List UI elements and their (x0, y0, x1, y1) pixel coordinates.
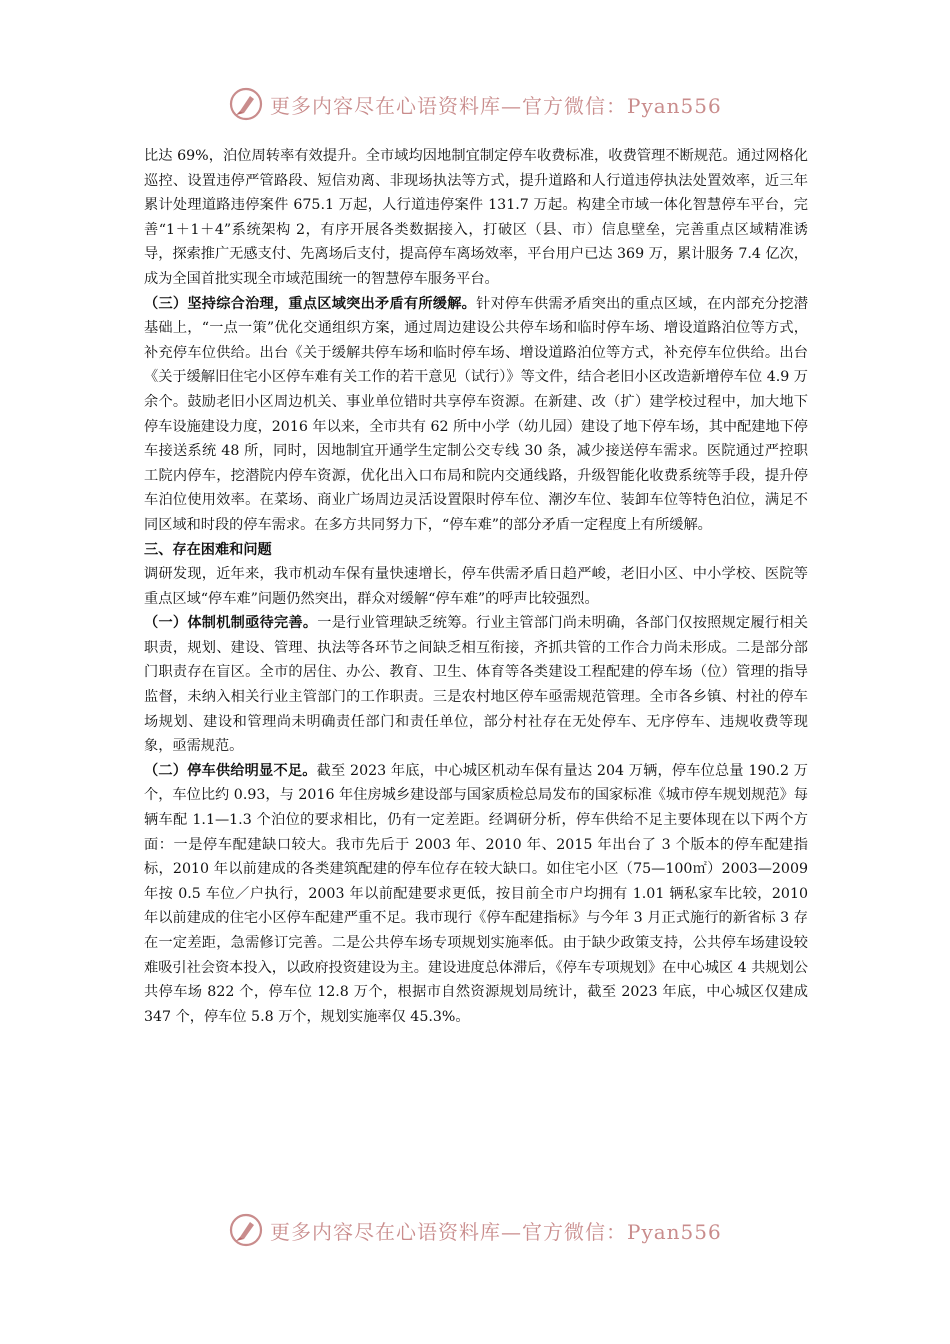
paragraph-smart-parking: 比达 69%，泊位周转率有效提升。全市域均因地制宜制定停车收费标准，收费管理不断规范。通过网格化巡控、设置违停严管路段、短信劝离、非现场执法等方式，提升道路和人行道违停执法处置效率，近三年累计处理道路违停案件 675.1 万起，人行道违停案件 131.7 万起。构建全市域一体化智慧停车平台，完善“1＋1＋4”系统架构 2，有序开展各类数据接入，打破区（县、市）信息壁垒，完善重点区域精准诱导，探索推广无感支付、先离场后支付，提高停车离场效率，平台用户已达 369 万，累计服务 7.4 亿次，成为全国首批实现全市域范围统一的智慧停车服务平台。 (144, 148, 808, 287)
header-banner-text: 更多内容尽在心语资料库—官方微信：Pyan556 (270, 93, 722, 118)
pen-nib-logo-icon (228, 1212, 264, 1248)
pen-nib-logo-icon (228, 86, 264, 122)
section-heading-problems: 三、存在困难和问题 (144, 541, 272, 558)
document-body (144, 144, 808, 1029)
section-heading-parking-supply: （二）停车供给明显不足。 (144, 762, 317, 779)
footer-banner-text: 更多内容尽在心语资料库—官方微信：Pyan556 (270, 1219, 722, 1244)
section-heading-institutional-mechanism: （一）体制机制亟待完善。 (144, 615, 318, 632)
paragraph-text: 一是行业管理缺乏统筹。行业主管部门尚未明确，各部门仅按照规定履行相关职责，规划、建设、管理、执法等各环节之间缺乏相互衔接，齐抓共管的工作合力尚未形成。二是部分部门职责存在盲区。全市的居住、办公、教育、卫生、体育等各类建设工程配建的停车场（位）管理的指导监督，未纳入相关行业主管部门的工作职责。三是农村地区停车亟需规范管理。全市各乡镇、村社的停车场规划、建设和管理尚未明确责任部门和责任单位，部分村社存在无处停车、无序停车、违规收费等现象，亟需规范。 (144, 615, 808, 755)
paragraph-text: 针对停车供需矛盾突出的重点区域，在内部充分挖潜基础上，“一点一策”优化交通组织方案，通过周边建设公共停车场和临时停车场、增设道路泊位等方式，补充停车位供给。出台《关于缓解共停车场和临时停车场、增设道路泊位等方式，补充停车位供给。出台《关于缓解旧住宅小区停车难有关工作的若干意见（试行）》等文件，结合老旧小区改造新增停车位 4.9 万余个。鼓励老旧小区周边机关、事业单位错时共享停车资源。在新建、改（扩）建学校过程中，加大地下停车设施建设力度，2016 年以来，全市共有 62 所中小学（幼儿园）建设了地下停车场，其中配建地下停车接送系统 48 所，同时，因地制宜开通学生定制公交专线 30 条，减少接送停车需求。医院通过严控职工院内停车，挖潜院内停车资源，优化出入口布局和院内交通线路，升级智能化收费系统等手段，提升停车泊位使用效率。在菜场、商业广场周边灵活设置限时停车位、潮汐车位、装卸车位等特色泊位，满足不同区域和时段的停车需求。在多方共同努力下，“停车难”的部分矛盾一定程度上有所缓解。 (144, 295, 808, 533)
section-heading-comprehensive-governance: （三）坚持综合治理，重点区域突出矛盾有所缓解。 (144, 295, 477, 312)
paragraph-institutional-mechanism (144, 611, 808, 759)
header-banner (228, 84, 728, 124)
paragraph-problems-intro: 调研发现，近年来，我市机动车保有量快速增长，停车供需矛盾日趋严峻，老旧小区、中小学校、医院等重点区域“停车难”问题仍然突出，群众对缓解“停车难”的呼声比较强烈。 (144, 566, 808, 607)
paragraph-parking-supply (144, 759, 808, 1030)
footer-banner (228, 1210, 728, 1250)
paragraph-text: 截至 2023 年底，中心城区机动车保有量达 204 万辆，停车位总量 190.2 万个，车位比约 0.93，与 2016 年住房城乡建设部与国家质检总局发布的国家标准《城市停车规划规范》每辆车配 1.1—1.3 个泊位的要求相比，仍有一定差距。经调研分析，停车供给不足主要体现在以下两个方面：一是停车配建缺口较大。我市先后于 2003 年、2010 年、2015 年出台了 3 个版本的停车配建指标，2010 年以前建成的各类建筑配建的停车位存在较大缺口。如住宅小区（75—100㎡）2003—2009 年按 0.5 车位／户执行，2003 年以前配建要求更低，按目前全市户均拥有 1.01 辆私家车比较，2010 年以前建成的住宅小区停车配建严重不足。我市现行《停车配建指标》与今年 3 月正式施行的新省标 3 存在一定差距，急需修订完善。二是公共停车场专项规划实施率低。由于缺少政策支持，公共停车场建设较难吸引社会资本投入，以政府投资建设为主。建设进度总体滞后，《停车专项规划》在中心城区 4 共规划公共停车场 822 个，停车位 12.8 万个，根据市自然资源规划局统计，截至 2023 年底，中心城区仅建成 347 个，停车位 5.8 万个，规划实施率仅 45.3%。 (144, 762, 808, 1025)
paragraph-comprehensive-governance (144, 292, 808, 538)
